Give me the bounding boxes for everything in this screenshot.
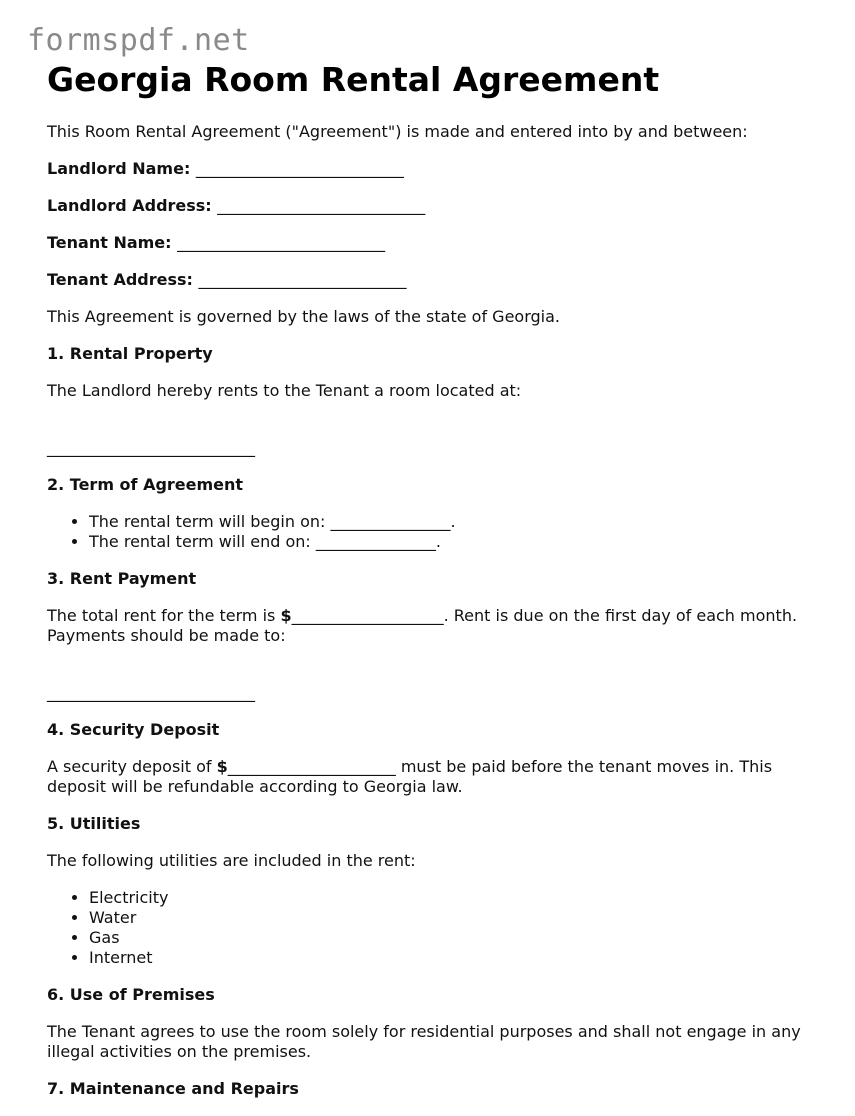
governing-law-paragraph: This Agreement is governed by the laws of the state of Georgia. (47, 307, 560, 326)
term-list (47, 512, 827, 552)
section-4-heading: 4. Security Deposit (47, 720, 220, 739)
section-7-heading: 7. Maintenance and Repairs (47, 1079, 299, 1098)
landlord-address-label: Landlord Address: (47, 196, 212, 215)
section-3-heading: 3. Rent Payment (47, 569, 197, 588)
spacer (47, 646, 827, 666)
payment-recipient-blank[interactable]: __________________________ (47, 683, 255, 702)
section-1-heading: 1. Rental Property (47, 344, 213, 363)
utility-item: • Gas (89, 928, 827, 948)
watermark: formspdf.net (27, 23, 250, 58)
tenant-address-blank[interactable]: __________________________ (198, 270, 407, 289)
document-title: Georgia Room Rental Agreement (47, 60, 660, 99)
tenant-name-blank[interactable]: __________________________ (177, 233, 386, 252)
tenant-address-field[interactable] (47, 270, 827, 290)
section-6-text: The Tenant agrees to use the room solely for residential purposes and shall not engage in any illegal activities on the premises. (47, 1022, 801, 1061)
section-4-text (47, 757, 827, 797)
landlord-address-blank[interactable]: __________________________ (217, 196, 426, 215)
section-2-heading: 2. Term of Agreement (47, 475, 244, 494)
section-5-heading: 5. Utilities (47, 814, 141, 833)
section-5-text: The following utilities are included in the rent: (47, 851, 416, 870)
tenant-name-label: Tenant Name: (47, 233, 172, 252)
landlord-name-field[interactable] (47, 159, 827, 179)
property-address-blank[interactable]: __________________________ (47, 438, 255, 457)
section-3-text (47, 606, 827, 646)
utilities-list (47, 888, 827, 968)
deposit-currency: $ (216, 757, 228, 776)
deposit-text-post[interactable]: _____________________ must be paid before the tenant moves in. This deposit will be refundable according to Georgia law. (47, 757, 773, 796)
utility-item: • Electricity (89, 888, 827, 908)
tenant-name-field[interactable] (47, 233, 827, 253)
intro-paragraph: This Room Rental Agreement ("Agreement") is made and entered into by and between: (47, 122, 748, 141)
term-begin-item[interactable]: • The rental term will begin on: _______________. (89, 512, 827, 532)
section-1-text: The Landlord hereby rents to the Tenant a room located at: (47, 381, 522, 400)
document-page (47, 60, 827, 1116)
landlord-address-field[interactable] (47, 196, 827, 216)
deposit-text-pre: A security deposit of (47, 757, 217, 776)
tenant-address-label: Tenant Address: (47, 270, 193, 289)
rent-currency: $ (280, 606, 292, 625)
utility-item: • Internet (89, 948, 827, 968)
spacer (47, 401, 827, 421)
utility-item: • Water (89, 908, 827, 928)
rent-text-post[interactable]: ___________________. Rent is due on the first day of each month. Payments should be made to: (47, 606, 798, 645)
landlord-name-label: Landlord Name: (47, 159, 191, 178)
term-end-item[interactable]: • The rental term will end on: _______________. (89, 532, 827, 552)
rent-text-pre: The total rent for the term is (47, 606, 281, 625)
section-6-heading: 6. Use of Premises (47, 985, 215, 1004)
landlord-name-blank[interactable]: __________________________ (195, 159, 404, 178)
